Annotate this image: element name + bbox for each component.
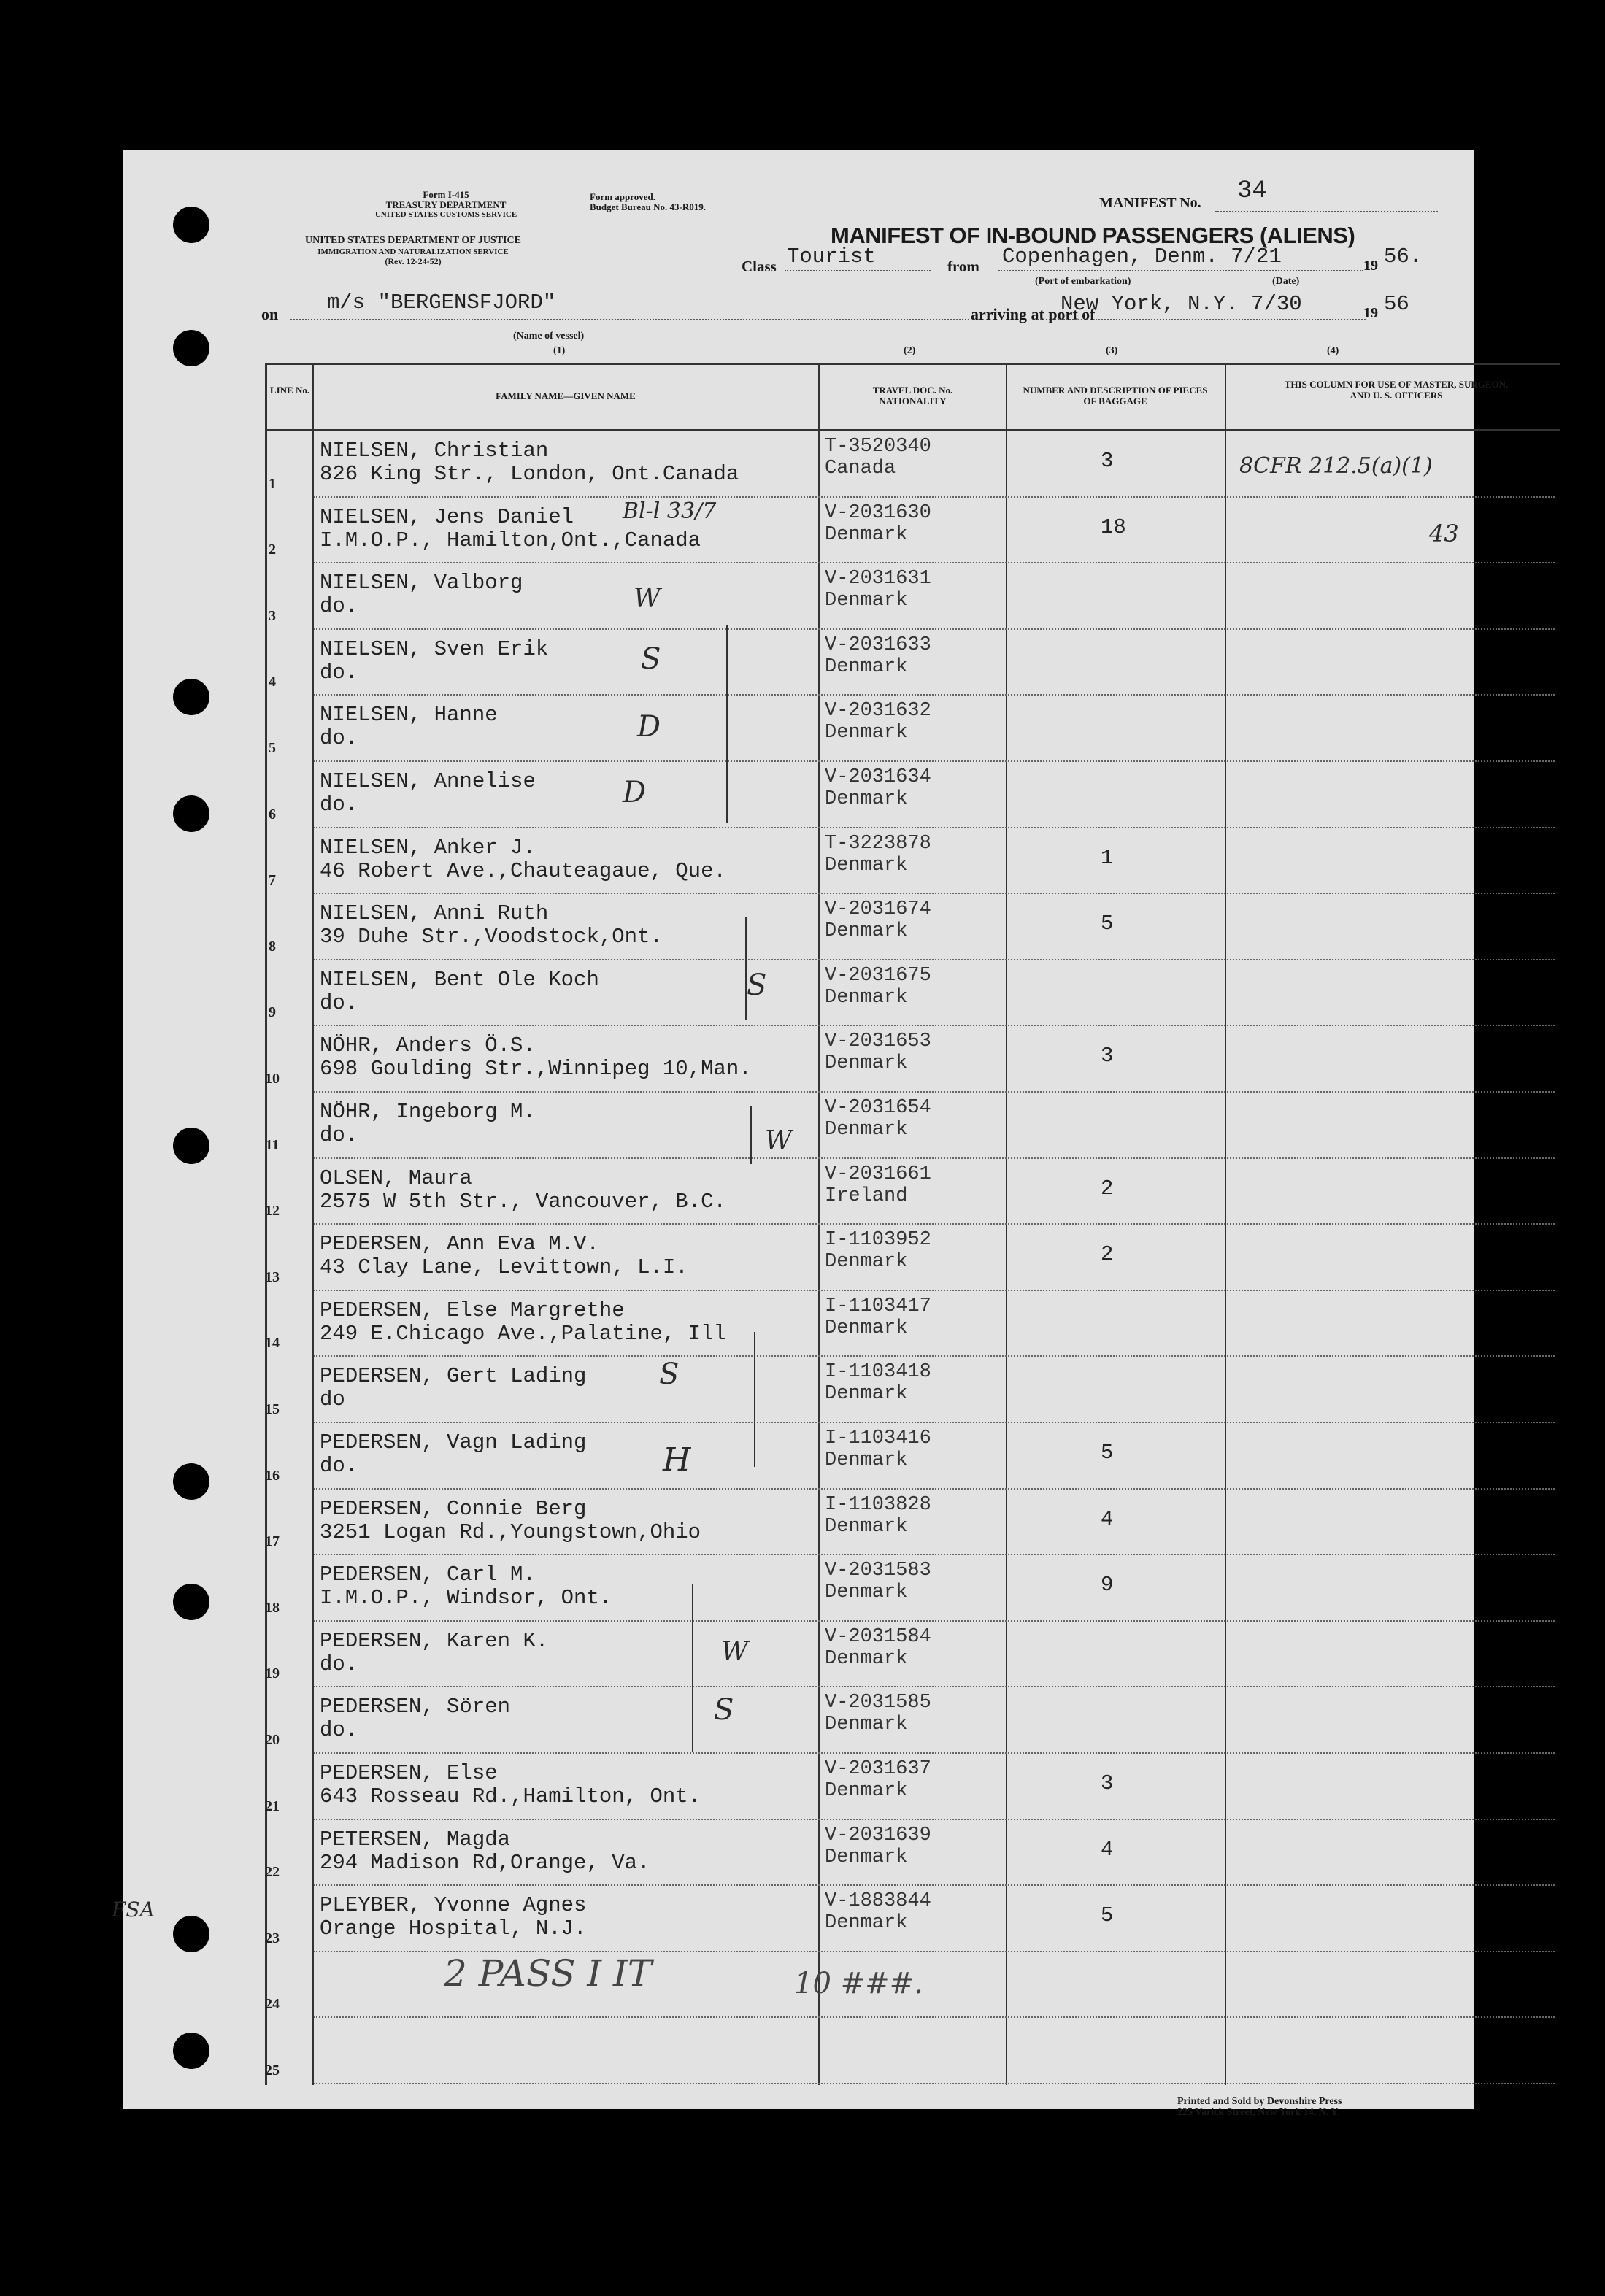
passenger-name: PEDERSEN, Carl M. bbox=[320, 1563, 536, 1587]
manifest-page bbox=[112, 150, 1509, 2118]
row-divider bbox=[314, 2016, 1555, 2018]
binder-hole bbox=[173, 795, 209, 832]
row-divider bbox=[314, 496, 1555, 498]
passenger-address: I.M.O.P., Windsor, Ont. bbox=[320, 1586, 612, 1611]
line-number: 20 bbox=[265, 1732, 280, 1748]
passenger-name: PEDERSEN, Gert Lading bbox=[320, 1364, 587, 1389]
passenger-name: NIELSEN, Anni Ruth bbox=[320, 901, 549, 926]
passenger-address: do. bbox=[320, 594, 358, 619]
binder-hole bbox=[173, 330, 209, 366]
line-number: 19 bbox=[265, 1665, 280, 1682]
passenger-name: NIELSEN, Sven Erik bbox=[320, 636, 549, 661]
row-divider bbox=[314, 1091, 1555, 1093]
hw-rel-19: W bbox=[721, 1637, 749, 1667]
hw-rel-11: W bbox=[765, 1126, 793, 1156]
passenger-address: 294 Madison Rd,Orange, Va. bbox=[320, 1850, 650, 1875]
year-prefix-arr: 19 bbox=[1363, 305, 1378, 321]
manifest-title: MANIFEST OF IN-BOUND PASSENGERS (ALIENS) bbox=[831, 223, 1355, 248]
class-line bbox=[785, 270, 931, 271]
travel-doc-number: V-2031583 bbox=[825, 1560, 931, 1582]
travel-doc-number: V-2031653 bbox=[825, 1030, 931, 1053]
from-line bbox=[998, 270, 1363, 271]
nationality: Denmark bbox=[825, 1119, 908, 1141]
travel-doc-number: V-2031631 bbox=[825, 568, 931, 590]
passenger-name: PEDERSEN, Ann Eva M.V. bbox=[320, 1232, 599, 1257]
hw-rel-6: D bbox=[623, 776, 647, 809]
form-approved: Form approved. bbox=[590, 191, 656, 202]
row-divider bbox=[314, 1620, 1555, 1622]
travel-doc-number: V-2031634 bbox=[825, 766, 931, 788]
justice-dept: UNITED STATES DEPARTMENT OF JUSTICE bbox=[305, 235, 521, 246]
passenger-address: 46 Robert Ave.,Chauteagaue, Que. bbox=[320, 858, 726, 883]
header-travel-doc: TRAVEL DOC. No. NATIONALITY bbox=[872, 385, 953, 407]
hw-bottom-scrawl: 2 PASS I IT bbox=[444, 1952, 653, 1995]
row-divider bbox=[314, 562, 1555, 563]
passenger-address: Orange Hospital, N.J. bbox=[320, 1916, 587, 1941]
travel-doc-number: V-2031639 bbox=[825, 1824, 931, 1846]
passenger-address: 698 Goulding Str.,Winnipeg 10,Man. bbox=[320, 1057, 752, 1082]
nationality: Denmark bbox=[825, 920, 908, 943]
baggage-count: 18 bbox=[1101, 515, 1126, 539]
baggage-count: 5 bbox=[1101, 1441, 1114, 1465]
line-number: 10 bbox=[265, 1071, 280, 1087]
passenger-address: do. bbox=[320, 726, 358, 751]
form-number: Form I-415 bbox=[423, 189, 469, 200]
passenger-address: I.M.O.P., Hamilton,Ont.,Canada bbox=[320, 528, 701, 552]
travel-doc-number: T-3223878 bbox=[825, 832, 931, 855]
row-divider bbox=[314, 1554, 1555, 1555]
arrival-line bbox=[1037, 319, 1366, 320]
binder-hole bbox=[173, 207, 209, 243]
hw-margin-23: FSA bbox=[112, 1898, 155, 1922]
nationality: Canada bbox=[825, 458, 896, 479]
travel-doc-number: I-1103952 bbox=[825, 1229, 931, 1252]
row-divider bbox=[314, 827, 1555, 828]
row-divider bbox=[314, 1752, 1555, 1754]
row-divider bbox=[314, 694, 1555, 696]
nationality: Denmark bbox=[825, 1647, 908, 1670]
passenger-address: do. bbox=[320, 1123, 358, 1147]
binder-hole bbox=[173, 1916, 209, 1952]
passenger-name: PEDERSEN, Sören bbox=[320, 1695, 511, 1719]
row-divider bbox=[314, 1223, 1555, 1225]
passenger-name: PEDERSEN, Connie Berg bbox=[320, 1496, 587, 1521]
row-divider bbox=[314, 1422, 1555, 1423]
travel-doc-number: V-2031585 bbox=[825, 1692, 931, 1714]
revision-date: (Rev. 12-24-52) bbox=[385, 256, 442, 266]
passenger-name: PEDERSEN, Else bbox=[320, 1761, 498, 1785]
line-number: 12 bbox=[265, 1203, 280, 1220]
line-number: 11 bbox=[265, 1136, 280, 1153]
passenger-name: PEDERSEN, Else Margrethe bbox=[320, 1298, 625, 1322]
passenger-name: NIELSEN, Valborg bbox=[320, 571, 523, 596]
row-divider bbox=[314, 1884, 1555, 1886]
date-caption: (Date) bbox=[1272, 276, 1300, 287]
row-divider bbox=[314, 1819, 1555, 1820]
nationality: Denmark bbox=[825, 722, 908, 744]
travel-doc-number: I-1103416 bbox=[825, 1428, 931, 1449]
officer-note: 43 bbox=[1429, 519, 1459, 547]
travel-doc-number: I-1103828 bbox=[825, 1493, 931, 1516]
row-divider bbox=[314, 1290, 1555, 1291]
line-number: 21 bbox=[265, 1798, 280, 1814]
nationality: Denmark bbox=[825, 986, 908, 1009]
family-bracket-5 bbox=[692, 1584, 693, 1752]
year-departure: 56. bbox=[1384, 244, 1423, 269]
travel-doc-number: T-3520340 bbox=[825, 436, 931, 458]
hw-rel-4: S bbox=[641, 642, 661, 676]
family-bracket-2 bbox=[745, 917, 747, 1020]
port-of-arrival: New York, N.Y. 7/30 bbox=[1061, 292, 1302, 316]
passenger-name: NIELSEN, Bent Ole Koch bbox=[320, 967, 599, 992]
vessel-name: m/s "BERGENSFJORD" bbox=[327, 290, 556, 315]
line-number: 2 bbox=[269, 542, 276, 558]
header-bottom-rule bbox=[265, 429, 1560, 431]
passenger-address: do. bbox=[320, 1652, 358, 1676]
row-divider bbox=[314, 1355, 1555, 1357]
handwritten-row2-mark: Bl-l 33/7 bbox=[623, 498, 717, 524]
manifest-no-label: MANIFEST No. bbox=[1099, 195, 1201, 211]
class-label: Class bbox=[742, 258, 777, 275]
header-baggage: NUMBER AND DESCRIPTION OF PIECES OF BAGGAGE bbox=[1023, 385, 1208, 407]
passenger-name: PETERSEN, Magda bbox=[320, 1827, 511, 1852]
vessel-line bbox=[290, 319, 969, 320]
passenger-address: 826 King Str., London, Ont.Canada bbox=[320, 462, 739, 486]
travel-doc-number: V-2031637 bbox=[825, 1758, 931, 1780]
line-number: 4 bbox=[269, 674, 276, 690]
line-number: 16 bbox=[265, 1467, 280, 1484]
row-divider bbox=[314, 2083, 1555, 2084]
hw-rel-5: D bbox=[637, 710, 661, 744]
budget-bureau: Budget Bureau No. 43-R019. bbox=[590, 201, 707, 212]
passenger-address: 643 Rosseau Rd.,Hamilton, Ont. bbox=[320, 1784, 701, 1808]
travel-doc-number: I-1103418 bbox=[825, 1361, 931, 1384]
travel-doc-number: V-2031654 bbox=[825, 1097, 931, 1119]
line-number: 17 bbox=[265, 1533, 280, 1550]
col-num-4: (4) bbox=[1327, 345, 1339, 356]
baggage-count: 2 bbox=[1101, 1242, 1114, 1267]
travel-doc-number: V-2031584 bbox=[825, 1625, 931, 1648]
line-number: 5 bbox=[269, 740, 276, 756]
passenger-address: do. bbox=[320, 793, 358, 817]
passenger-name: NIELSEN, Jens Daniel bbox=[320, 504, 574, 529]
line-number: 9 bbox=[269, 1004, 276, 1021]
line-number: 13 bbox=[265, 1268, 280, 1285]
family-bracket-1 bbox=[726, 625, 728, 823]
year-arrival: 56 bbox=[1384, 292, 1409, 316]
nationality: Denmark bbox=[825, 1582, 908, 1604]
nationality: Denmark bbox=[825, 590, 908, 612]
manifest-no: 34 bbox=[1237, 177, 1267, 205]
passenger-name: NIELSEN, Anker J. bbox=[320, 835, 536, 860]
nationality: Denmark bbox=[825, 854, 908, 877]
passenger-name: NIELSEN, Christian bbox=[320, 439, 549, 463]
nationality: Denmark bbox=[825, 1251, 908, 1274]
manifest-no-line bbox=[1215, 211, 1438, 212]
hw-rel-3: W bbox=[634, 584, 661, 614]
nationality: Denmark bbox=[825, 1383, 908, 1406]
baggage-count: 3 bbox=[1101, 1771, 1114, 1795]
baggage-count: 2 bbox=[1101, 1176, 1114, 1201]
nationality: Denmark bbox=[825, 523, 908, 546]
baggage-count: 9 bbox=[1101, 1573, 1114, 1598]
passenger-name: NIELSEN, Annelise bbox=[320, 769, 536, 793]
nationality: Denmark bbox=[825, 1449, 908, 1471]
class-value: Tourist bbox=[787, 244, 876, 269]
row-divider bbox=[314, 1686, 1555, 1687]
hw-rel-20: S bbox=[714, 1693, 734, 1727]
travel-doc-number: V-2031675 bbox=[825, 964, 931, 987]
row-divider bbox=[314, 893, 1555, 894]
passenger-address: 249 E.Chicago Ave.,Palatine, Ill bbox=[320, 1321, 726, 1346]
row-divider bbox=[314, 959, 1555, 960]
col-num-1: (1) bbox=[553, 345, 566, 356]
passenger-name: PEDERSEN, Vagn Lading bbox=[320, 1430, 587, 1455]
line-number: 23 bbox=[265, 1930, 280, 1946]
binder-hole bbox=[173, 679, 209, 715]
line-number: 6 bbox=[269, 806, 276, 823]
passenger-address: do. bbox=[320, 1454, 358, 1478]
nationality: Denmark bbox=[825, 1317, 908, 1339]
travel-doc-number: I-1103417 bbox=[825, 1295, 931, 1317]
line-number: 22 bbox=[265, 1864, 280, 1881]
baggage-count: 5 bbox=[1101, 1903, 1114, 1928]
row-divider bbox=[314, 1157, 1555, 1159]
row-divider bbox=[314, 1488, 1555, 1490]
line-number: 18 bbox=[265, 1599, 280, 1616]
passenger-address: do. bbox=[320, 660, 358, 685]
binder-hole bbox=[173, 2033, 209, 2069]
customs-service: UNITED STATES CUSTOMS SERVICE bbox=[374, 210, 517, 219]
passenger-address: do. bbox=[320, 990, 358, 1015]
passenger-name: NIELSEN, Hanne bbox=[320, 703, 498, 728]
line-number: 14 bbox=[265, 1335, 280, 1352]
line-number: 7 bbox=[269, 872, 276, 889]
row-divider bbox=[314, 628, 1555, 630]
line-number: 3 bbox=[269, 607, 276, 624]
hw-rel-9: S bbox=[747, 968, 767, 1002]
line-number: 1 bbox=[269, 475, 276, 492]
line-number: 24 bbox=[265, 1996, 280, 2013]
nationality: Denmark bbox=[825, 655, 908, 678]
travel-doc-number: V-2031632 bbox=[825, 700, 931, 723]
row-divider bbox=[314, 760, 1555, 762]
passenger-name: OLSEN, Maura bbox=[320, 1166, 472, 1190]
row-divider bbox=[314, 1025, 1555, 1026]
header-line-no: LINE No. bbox=[269, 385, 310, 396]
passenger-name: PLEYBER, Yvonne Agnes bbox=[320, 1893, 587, 1918]
baggage-count: 3 bbox=[1101, 1044, 1114, 1068]
passenger-address: do. bbox=[320, 1718, 358, 1743]
hw-rel-16: H bbox=[663, 1441, 691, 1479]
vessel-caption: (Name of vessel) bbox=[513, 331, 585, 342]
hw-rel-15: S bbox=[659, 1357, 680, 1391]
hw-bottom-scrawl-2: 10 ###. bbox=[794, 1967, 923, 2000]
travel-doc-number: V-2031661 bbox=[825, 1163, 931, 1185]
nationality: Denmark bbox=[825, 1714, 908, 1736]
port-of-embarkation: Copenhagen, Denm. 7/21 bbox=[1002, 244, 1282, 269]
table-top-rule bbox=[265, 363, 1560, 365]
nationality: Denmark bbox=[825, 1846, 908, 1868]
nationality: Ireland bbox=[825, 1184, 908, 1207]
passenger-name: NÖHR, Anders Ö.S. bbox=[320, 1033, 536, 1058]
line-number: 8 bbox=[269, 938, 276, 955]
arriving-label: arriving at port of bbox=[971, 305, 1096, 323]
travel-doc-number: V-2031630 bbox=[825, 501, 931, 524]
year-prefix-dep: 19 bbox=[1363, 258, 1378, 274]
port-emb-caption: (Port of embarkation) bbox=[1035, 276, 1131, 287]
col-num-3: (3) bbox=[1106, 345, 1118, 356]
baggage-count: 1 bbox=[1101, 845, 1114, 870]
passenger-name: NÖHR, Ingeborg M. bbox=[320, 1100, 536, 1124]
printer-line-2: 225 Varick Street, New York 14, N. Y. bbox=[1177, 2107, 1340, 2118]
passenger-name: PEDERSEN, Karen K. bbox=[320, 1628, 549, 1653]
line-number: 15 bbox=[265, 1401, 280, 1417]
nationality: Denmark bbox=[825, 1515, 908, 1538]
passenger-address: do bbox=[320, 1387, 345, 1412]
passenger-address: 2575 W 5th Str., Vancouver, B.C. bbox=[320, 1189, 726, 1214]
treasury-dept: TREASURY DEPARTMENT bbox=[385, 199, 507, 210]
family-bracket-3 bbox=[750, 1106, 752, 1164]
binder-hole bbox=[173, 1128, 209, 1164]
binder-hole bbox=[173, 1584, 209, 1620]
officer-note: 8CFR 212.5(a)(1) bbox=[1239, 453, 1433, 479]
header-officers-use: THIS COLUMN FOR USE OF MASTER, SURGEON, AND U. S. OFFICERS bbox=[1284, 379, 1509, 401]
baggage-count: 4 bbox=[1101, 1837, 1114, 1862]
travel-doc-number: V-2031674 bbox=[825, 898, 931, 921]
on-label: on bbox=[261, 305, 279, 323]
col-num-2: (2) bbox=[904, 345, 916, 356]
passenger-address: 43 Clay Lane, Levittown, L.I. bbox=[320, 1255, 688, 1280]
baggage-count: 5 bbox=[1101, 912, 1114, 936]
ins-service: IMMIGRATION AND NATURALIZATION SERVICE bbox=[317, 247, 509, 256]
passenger-address: 3251 Logan Rd.,Youngstown,Ohio bbox=[320, 1519, 701, 1544]
printer-line-1: Printed and Sold by Devonshire Press bbox=[1177, 2096, 1342, 2107]
passenger-address: 39 Duhe Str.,Voodstock,Ont. bbox=[320, 925, 663, 949]
header-family-name: FAMILY NAME—GIVEN NAME bbox=[496, 390, 636, 401]
travel-doc-number: V-1883844 bbox=[825, 1890, 931, 1913]
baggage-count: 3 bbox=[1101, 449, 1114, 473]
binder-hole bbox=[173, 1463, 209, 1500]
nationality: Denmark bbox=[825, 1052, 908, 1075]
travel-doc-number: V-2031633 bbox=[825, 633, 931, 656]
family-bracket-4 bbox=[754, 1332, 755, 1467]
baggage-count: 4 bbox=[1101, 1506, 1114, 1531]
nationality: Denmark bbox=[825, 1912, 908, 1935]
from-label: from bbox=[947, 258, 979, 275]
line-number: 25 bbox=[265, 2062, 280, 2079]
nationality: Denmark bbox=[825, 788, 908, 810]
nationality: Denmark bbox=[825, 1780, 908, 1802]
